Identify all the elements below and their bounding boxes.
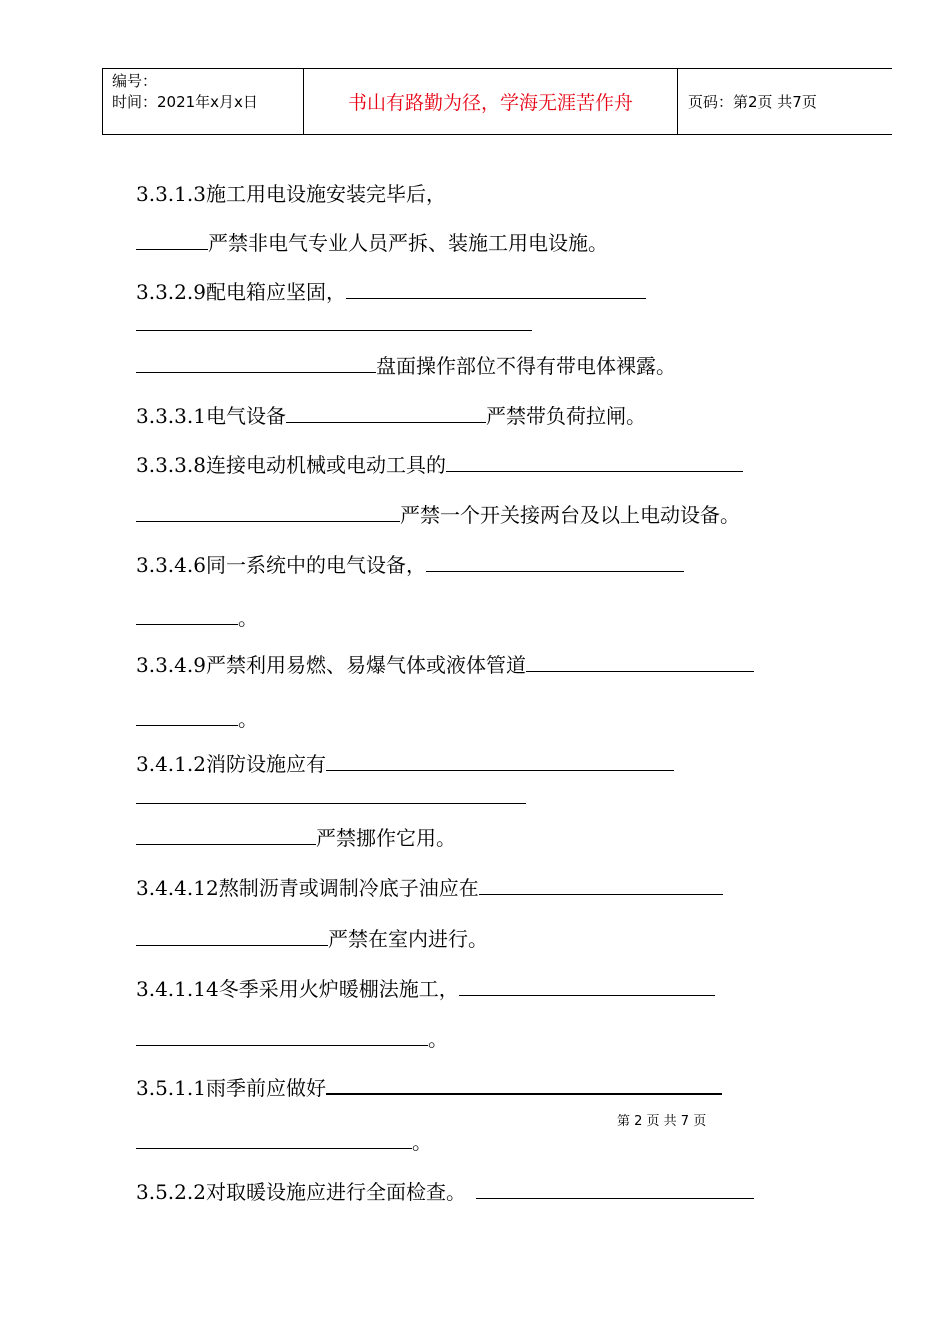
question-line: 3.3.3.8连接电动机械或电动工具的 <box>136 451 743 479</box>
fill-blank[interactable] <box>136 604 238 625</box>
question-line: 3.3.4.9严禁利用易燃、易爆气体或液体管道 <box>136 651 754 679</box>
question-line: 3.4.1.2消防设施应有 <box>136 750 674 778</box>
time-label: 时间：2021年x月x日 <box>112 93 258 111</box>
fill-blank[interactable] <box>136 783 526 804</box>
fill-blank[interactable] <box>526 651 754 672</box>
question-line: 3.3.2.9配电箱应坚固， <box>136 278 646 306</box>
fill-blank[interactable] <box>136 705 238 726</box>
page-footer-number: 第 2 页 共 7 页 <box>617 1114 707 1129</box>
question-line: 。 <box>136 1128 432 1156</box>
question-line: 严禁在室内进行。 <box>136 925 488 953</box>
question-line: 3.3.4.6同一系统中的电气设备， <box>136 551 684 579</box>
question-line: 。 <box>136 1025 448 1053</box>
question-line: 3.4.1.14冬季采用火炉暖棚法施工， <box>136 975 715 1003</box>
fill-blank[interactable] <box>136 1025 428 1046</box>
question-line: 盘面操作部位不得有带电体裸露。 <box>136 352 676 380</box>
question-line: 。 <box>136 705 258 733</box>
fill-blank[interactable] <box>286 402 486 423</box>
fill-blank[interactable] <box>476 1178 754 1199</box>
fill-blank[interactable] <box>326 750 674 771</box>
fill-blank[interactable] <box>446 451 743 472</box>
fill-blank[interactable] <box>136 352 376 373</box>
fill-blank[interactable] <box>136 925 328 946</box>
question-line: 3.5.2.2对取暖设施应进行全面检查。 <box>136 1178 754 1206</box>
document-header <box>102 68 892 135</box>
fill-blank[interactable] <box>136 229 208 250</box>
fill-blank[interactable] <box>326 1073 722 1095</box>
fill-blank[interactable] <box>136 501 400 522</box>
code-label: 编号： <box>112 72 158 90</box>
question-line: 严禁一个开关接两台及以上电动设备。 <box>136 501 740 529</box>
question-line: 3.3.1.3施工用电设施安装完毕后， <box>136 182 446 206</box>
question-line: 3.3.3.1电气设备 严禁带负荷拉闸。 <box>136 404 646 428</box>
fill-blank[interactable] <box>136 824 316 845</box>
fill-blank[interactable] <box>426 551 684 572</box>
fill-blank[interactable] <box>459 975 715 996</box>
question-line <box>136 310 532 338</box>
header-motto: 书山有路勤为径，学海无涯苦作舟 <box>304 69 678 134</box>
header-page-info: 页码：第2页 共7页 <box>688 93 817 111</box>
question-line <box>136 783 526 811</box>
fill-blank[interactable] <box>136 1128 412 1149</box>
header-meta <box>103 69 304 134</box>
fill-blank[interactable] <box>479 874 723 895</box>
question-line: 3.4.4.12熬制沥青或调制冷底子油应在 <box>136 874 723 902</box>
question-line: 严禁非电气专业人员严拆、装施工用电设施。 <box>136 229 608 257</box>
question-line: 3.5.1.1雨季前应做好 <box>136 1073 722 1102</box>
question-line: 。 <box>136 604 258 632</box>
question-line: 严禁挪作它用。 <box>136 824 456 852</box>
fill-blank[interactable] <box>136 310 532 331</box>
fill-blank[interactable] <box>346 278 646 299</box>
